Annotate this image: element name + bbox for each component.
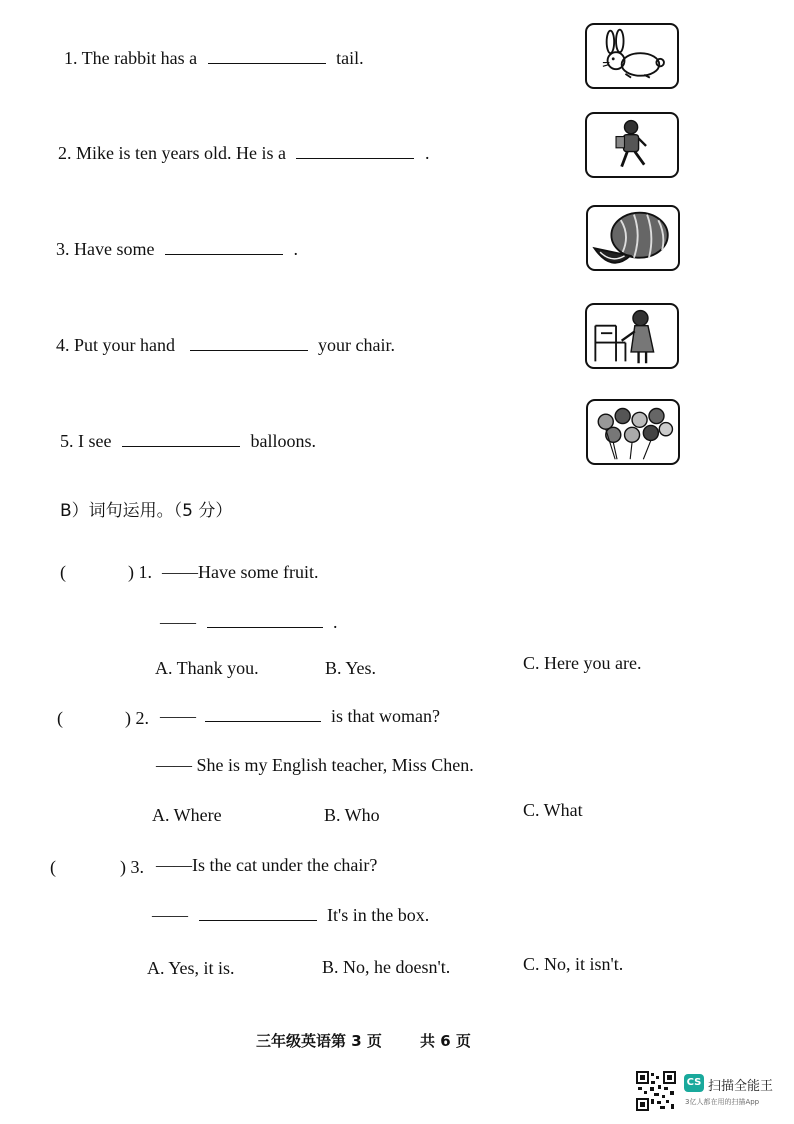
answer-blank-1[interactable] bbox=[208, 49, 326, 64]
fill-item-4 bbox=[56, 335, 395, 356]
question-2-dash: —— bbox=[160, 706, 196, 726]
fill-item-5 bbox=[60, 431, 316, 452]
fill-item-3-text: 3. Have some bbox=[56, 239, 155, 259]
fill-item-2-after: . bbox=[424, 143, 430, 163]
question-2-prompt bbox=[160, 706, 440, 727]
question-1-option-a[interactable]: A. Thank you. bbox=[155, 658, 259, 678]
fill-item-1 bbox=[64, 48, 364, 69]
fill-item-2 bbox=[58, 143, 429, 164]
question-3-option-c[interactable]: C. No, it isn't. bbox=[523, 954, 624, 974]
question-1-response bbox=[160, 612, 338, 633]
answer-blank-3[interactable] bbox=[165, 240, 283, 255]
question-1-dash: —— bbox=[160, 612, 196, 632]
question-3-paren-open: ( bbox=[50, 857, 56, 877]
balloons-picture bbox=[586, 399, 680, 465]
question-3-option-a[interactable]: A. Yes, it is. bbox=[147, 958, 235, 978]
boy-picture bbox=[585, 112, 679, 178]
fill-item-4-text: 4. Put your hand bbox=[56, 335, 175, 355]
fill-item-1-text: 1. The rabbit has a bbox=[64, 48, 198, 68]
answer-blank-5[interactable] bbox=[122, 432, 240, 447]
qr-code-icon bbox=[636, 1071, 676, 1111]
fill-item-2-text: 2. Mike is ten years old. He is a bbox=[58, 143, 286, 163]
answer-blank-2[interactable] bbox=[296, 144, 414, 159]
question-3-response-end: It's in the box. bbox=[327, 905, 430, 925]
question-2-option-b[interactable]: B. Who bbox=[324, 805, 380, 825]
section-b-heading: B）词句运用。（5 分） bbox=[60, 501, 233, 521]
question-3-option-b[interactable]: B. No, he doesn't. bbox=[322, 957, 451, 977]
fill-item-1-after: tail. bbox=[336, 48, 364, 68]
answer-blank-4[interactable] bbox=[190, 336, 308, 351]
girl-chair-picture bbox=[585, 303, 679, 369]
question-1-prompt: ——Have some fruit. bbox=[162, 562, 319, 582]
fill-item-4-after: your chair. bbox=[318, 335, 395, 355]
footer-page-number: 三年级英语第 3 页 bbox=[256, 1032, 382, 1050]
question-2-number: ) 2. bbox=[125, 708, 149, 728]
watermelon-picture bbox=[586, 205, 680, 271]
scanner-brand-name: 扫描全能王 bbox=[708, 1079, 774, 1094]
question-2-response: —— She is my English teacher, Miss Chen. bbox=[156, 755, 474, 775]
scanner-tagline: 3亿人都在用的扫描App bbox=[685, 1098, 760, 1106]
fill-item-3 bbox=[56, 239, 298, 260]
fill-item-3-after: . bbox=[293, 239, 298, 259]
question-2-option-c[interactable]: C. What bbox=[523, 800, 583, 820]
question-1-number: ) 1. bbox=[128, 562, 152, 582]
question-3-dash: —— bbox=[152, 905, 188, 925]
question-1-option-b[interactable]: B. Yes. bbox=[325, 658, 377, 678]
question-1-blank[interactable] bbox=[207, 613, 323, 628]
fill-item-5-after: balloons. bbox=[250, 431, 316, 451]
question-1-option-c[interactable]: C. Here you are. bbox=[523, 653, 642, 673]
question-3-prompt: ——Is the cat under the chair? bbox=[156, 855, 378, 875]
question-1-paren-open: ( bbox=[60, 562, 66, 582]
question-3-response bbox=[152, 905, 429, 926]
question-3-number: ) 3. bbox=[120, 857, 144, 877]
question-1-end: . bbox=[333, 612, 338, 632]
rabbit-picture bbox=[585, 23, 679, 89]
fill-item-5-text: 5. I see bbox=[60, 431, 112, 451]
question-2-paren-open: ( bbox=[57, 708, 63, 728]
question-2-prompt-end: is that woman? bbox=[331, 706, 440, 726]
question-3-blank[interactable] bbox=[199, 906, 317, 921]
question-2-option-a[interactable]: A. Where bbox=[152, 805, 222, 825]
footer-total-pages: 共 6 页 bbox=[420, 1032, 471, 1050]
camscanner-logo-icon: CS bbox=[684, 1074, 704, 1092]
question-2-blank[interactable] bbox=[205, 707, 321, 722]
